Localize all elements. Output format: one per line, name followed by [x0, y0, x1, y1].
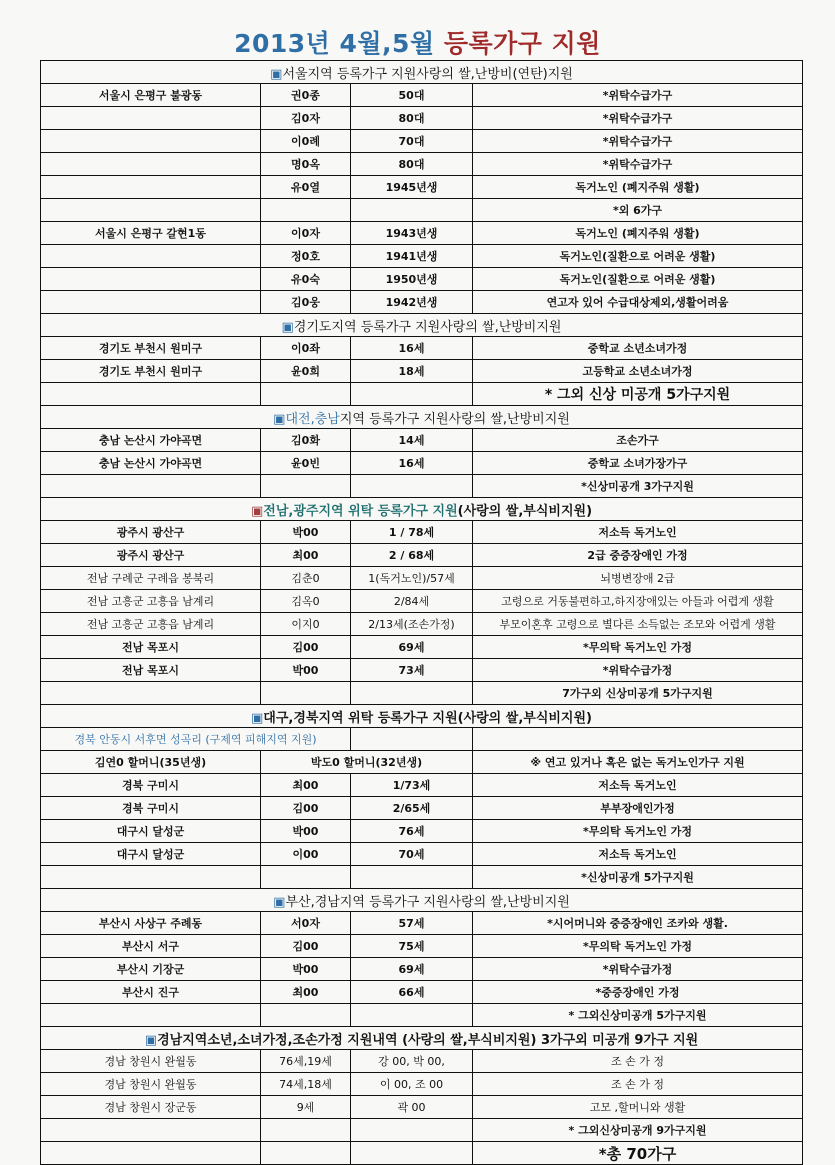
table-cell: 명0옥	[261, 153, 351, 176]
table-cell: ※ 연고 있거나 혹은 없는 독거노인가구 지원	[473, 751, 803, 774]
section-header	[41, 498, 803, 521]
table-cell: 1943년생	[351, 222, 473, 245]
box-bullet-icon: ▣	[144, 1032, 158, 1048]
table-row	[41, 222, 803, 245]
table-cell: 조 손 가 정	[473, 1073, 803, 1096]
table-cell: 고령으로 거동불편하고,하지장애있는 아들과 어렵게 생활	[473, 590, 803, 613]
table-row	[41, 199, 803, 222]
table-cell	[351, 866, 473, 889]
table-cell	[41, 130, 261, 153]
table-cell	[41, 199, 261, 222]
total-row	[41, 1142, 803, 1165]
title-date: 2013년 4월,5월	[234, 29, 444, 58]
table-cell	[261, 682, 351, 705]
table-cell: 부산시 사상구 주례동	[41, 912, 261, 935]
box-bullet-icon: ▣	[270, 66, 283, 82]
table-cell: 1942년생	[351, 291, 473, 314]
table-cell: 1950년생	[351, 268, 473, 291]
table-cell: * 그외신상미공개 5가구지원	[473, 1004, 803, 1027]
table-cell	[351, 728, 473, 751]
section-header-text: 부산,경남지역 등록가구 지원사랑의 쌀,난방비지원	[285, 894, 570, 910]
table-cell	[351, 1142, 473, 1165]
note-row	[41, 866, 803, 889]
table-row	[41, 1073, 803, 1096]
table-cell: 80대	[351, 107, 473, 130]
table-cell: 연고자 있어 수급대상제외,생활어려움	[473, 291, 803, 314]
section-header-text: 경남지역소년,소녀가정,조손가정 지원내역 (사랑의 쌀,부식비지원) 3가구외 미공개 9가구 지원	[157, 1032, 699, 1048]
table-cell: 정0호	[261, 245, 351, 268]
table-row	[41, 291, 803, 314]
table-cell	[41, 176, 261, 199]
table-cell: *시어머니와 중증장애인 조카와 생활.	[473, 912, 803, 935]
table-row	[41, 544, 803, 567]
table-row	[41, 84, 803, 107]
table-cell: 73세	[351, 659, 473, 682]
table-cell: 경남 창원시 완월동	[41, 1050, 261, 1073]
table-row	[41, 958, 803, 981]
table-cell	[41, 268, 261, 291]
table-cell: 이지0	[261, 613, 351, 636]
table-cell: 경기도 부천시 원미구	[41, 337, 261, 360]
section-header-highlight: 대전,충남	[285, 411, 340, 427]
table-cell: 김0웅	[261, 291, 351, 314]
note-row	[41, 383, 803, 406]
box-bullet-icon: ▣	[281, 319, 294, 335]
section-header	[41, 705, 803, 728]
table-cell: 경북 구미시	[41, 774, 261, 797]
section-header	[41, 889, 803, 912]
table-cell: 김0화	[261, 429, 351, 452]
table-row	[41, 360, 803, 383]
table-cell: * 그외신상미공개 9가구지원	[473, 1119, 803, 1142]
section-header-cell	[41, 705, 803, 728]
table-cell: * 그외 신상 미공개 5가구지원	[473, 383, 803, 406]
table-cell: 박00	[261, 820, 351, 843]
table-cell: 전남 목포시	[41, 636, 261, 659]
table-cell	[351, 383, 473, 406]
table-cell: 부산시 진구	[41, 981, 261, 1004]
section-header-highlight: 전남,광주지역 위탁 등록가구 지원	[263, 503, 458, 519]
table-row	[41, 521, 803, 544]
table-cell: 7가구외 신상미공개 5가구지원	[473, 682, 803, 705]
table-cell: 중학교 소녀가장가구	[473, 452, 803, 475]
table-row	[41, 590, 803, 613]
table-cell: 전남 고흥군 고흥읍 남계리	[41, 590, 261, 613]
section-header-text: (사랑의 쌀,부식비지원)	[457, 503, 593, 519]
table-row	[41, 567, 803, 590]
table-cell: 대구시 달성군	[41, 843, 261, 866]
table-cell: 2/84세	[351, 590, 473, 613]
section-header-text: 지역 등록가구 지원사랑의 쌀,난방비지원	[339, 411, 570, 427]
table-cell	[351, 199, 473, 222]
table-row	[41, 429, 803, 452]
section-header	[41, 1027, 803, 1050]
table-cell: 경남 창원시 완월동	[41, 1073, 261, 1096]
table-cell: 권0종	[261, 84, 351, 107]
table-cell: 윤0빈	[261, 452, 351, 475]
table-cell: 조 손 가 정	[473, 1050, 803, 1073]
table-cell: 경남 창원시 장군동	[41, 1096, 261, 1119]
table-cell: 이0례	[261, 130, 351, 153]
table-cell: *중증장애인 가정	[473, 981, 803, 1004]
table-cell: 이0자	[261, 222, 351, 245]
table-cell: 69세	[351, 958, 473, 981]
table-cell: 광주시 광산구	[41, 521, 261, 544]
table-cell	[41, 1142, 261, 1165]
table-cell: 독거노인 (폐지주워 생활)	[473, 222, 803, 245]
table-cell	[41, 1119, 261, 1142]
table-cell	[41, 153, 261, 176]
table-row	[41, 1096, 803, 1119]
page-title	[0, 24, 835, 60]
table-cell	[351, 475, 473, 498]
table-cell: 80대	[351, 153, 473, 176]
table-cell: 부산시 기장군	[41, 958, 261, 981]
table-cell	[351, 1004, 473, 1027]
table-cell: 50대	[351, 84, 473, 107]
table-cell: 고모 ,할머니와 생활	[473, 1096, 803, 1119]
table-cell: 경북 구미시	[41, 797, 261, 820]
table-cell: *총 70가구	[473, 1142, 803, 1165]
table-cell: 유0열	[261, 176, 351, 199]
table-cell	[261, 475, 351, 498]
table-cell: 고등학교 소년소녀가정	[473, 360, 803, 383]
table-cell: 69세	[351, 636, 473, 659]
box-bullet-icon: ▣	[251, 503, 264, 519]
section-header-cell	[41, 406, 803, 429]
table-row	[41, 337, 803, 360]
table-cell: 14세	[351, 429, 473, 452]
table-cell: 김0자	[261, 107, 351, 130]
table-row	[41, 176, 803, 199]
table-cell: 18세	[351, 360, 473, 383]
table-cell: 서0자	[261, 912, 351, 935]
section-header-cell	[41, 61, 803, 84]
section-header-cell	[41, 889, 803, 912]
table-cell: 9세	[261, 1096, 351, 1119]
section-header-cell	[41, 1027, 803, 1050]
table-cell	[41, 866, 261, 889]
table-cell: 1 / 78세	[351, 521, 473, 544]
table-cell: 75세	[351, 935, 473, 958]
note-row	[41, 475, 803, 498]
title-subject: 등록가구 지원	[443, 29, 601, 58]
table-cell: 57세	[351, 912, 473, 935]
table-cell: 66세	[351, 981, 473, 1004]
table-cell: 김춘0	[261, 567, 351, 590]
table-row	[41, 751, 803, 774]
table-row	[41, 268, 803, 291]
table-row	[41, 130, 803, 153]
section-header	[41, 406, 803, 429]
table-cell	[351, 682, 473, 705]
box-bullet-icon: ▣	[251, 710, 264, 726]
table-cell: 2/13세(조손가정)	[351, 613, 473, 636]
table-cell: 곽 00	[351, 1096, 473, 1119]
table-cell: *신상미공개 5가구지원	[473, 866, 803, 889]
table-cell: 2급 중증장애인 가정	[473, 544, 803, 567]
section-header-text: 서울지역 등록가구 지원사랑의 쌀,난방비(연탄)지원	[282, 66, 573, 82]
table-cell: 70세	[351, 843, 473, 866]
box-bullet-icon: ▣	[273, 411, 286, 427]
table-row	[41, 153, 803, 176]
table-cell	[41, 383, 261, 406]
table-cell: 충남 논산시 가야곡면	[41, 452, 261, 475]
table-row	[41, 912, 803, 935]
table-cell: 이0좌	[261, 337, 351, 360]
table-cell: 서울시 은평구 갈현1동	[41, 222, 261, 245]
table-cell: 부산시 서구	[41, 935, 261, 958]
table-cell	[41, 475, 261, 498]
table-row	[41, 820, 803, 843]
table-cell: 박도0 할머니(32년생)	[261, 751, 473, 774]
table-row	[41, 774, 803, 797]
table-cell: 서울시 은평구 불광동	[41, 84, 261, 107]
table-cell: 대구시 달성군	[41, 820, 261, 843]
table-cell: 2/65세	[351, 797, 473, 820]
table-cell: *무의탁 독거노인 가정	[473, 636, 803, 659]
table-cell: 전남 고흥군 고흥읍 남계리	[41, 613, 261, 636]
table-cell: 이00	[261, 843, 351, 866]
table-cell: 박00	[261, 521, 351, 544]
table-cell: 부모이혼후 고령으로 별다른 소득없는 조모와 어렵게 생활	[473, 613, 803, 636]
table-row	[41, 245, 803, 268]
table-cell	[261, 383, 351, 406]
table-cell: 2 / 68세	[351, 544, 473, 567]
table-row	[41, 636, 803, 659]
table-cell: 김00	[261, 935, 351, 958]
table-cell: 박00	[261, 659, 351, 682]
table-cell: 76세	[351, 820, 473, 843]
table-cell: 조손가구	[473, 429, 803, 452]
table-cell: 최00	[261, 774, 351, 797]
table-cell: 독거노인(질환으로 어려운 생활)	[473, 245, 803, 268]
table-cell: 박00	[261, 958, 351, 981]
table-cell	[41, 107, 261, 130]
table-cell	[473, 728, 803, 751]
section-header-cell	[41, 498, 803, 521]
table-row	[41, 659, 803, 682]
table-cell: 김연0 할머니(35년생)	[41, 751, 261, 774]
table-cell: *위탁수급가정	[473, 958, 803, 981]
table-cell: 1(독거노인)/57세	[351, 567, 473, 590]
table-cell: 독거노인 (폐지주워 생활)	[473, 176, 803, 199]
table-cell	[261, 199, 351, 222]
table-row	[41, 107, 803, 130]
table-cell: 독거노인(질환으로 어려운 생활)	[473, 268, 803, 291]
table-cell: *무의탁 독거노인 가정	[473, 820, 803, 843]
table-cell: 뇌병변장애 2급	[473, 567, 803, 590]
table-cell: 광주시 광산구	[41, 544, 261, 567]
table-cell: *위탁수급가구	[473, 153, 803, 176]
table-cell: 윤0희	[261, 360, 351, 383]
section-header-text: 대구,경북지역 위탁 등록가구 지원(사랑의 쌀,부식비지원)	[263, 710, 592, 726]
table-cell: 경북 안동시 서후면 성곡리 (구제역 피해지역 지원)	[41, 728, 351, 751]
table-cell: 중학교 소년소녀가정	[473, 337, 803, 360]
note-row	[41, 682, 803, 705]
table-cell	[41, 1004, 261, 1027]
table-cell	[351, 1119, 473, 1142]
box-bullet-icon: ▣	[273, 894, 286, 910]
sub-header-row	[41, 728, 803, 751]
table-cell: 최00	[261, 544, 351, 567]
table-cell: 강 00, 박 00,	[351, 1050, 473, 1073]
note-row	[41, 1119, 803, 1142]
table-cell: 저소득 독거노인	[473, 521, 803, 544]
table-cell: 이 00, 조 00	[351, 1073, 473, 1096]
table-cell: 부부장애인가정	[473, 797, 803, 820]
table-cell: 전남 구례군 구례읍 봉북리	[41, 567, 261, 590]
table-cell: 70대	[351, 130, 473, 153]
table-row	[41, 452, 803, 475]
table-cell: 16세	[351, 337, 473, 360]
table-cell	[261, 866, 351, 889]
table-cell: *무의탁 독거노인 가정	[473, 935, 803, 958]
table-cell: 충남 논산시 가야곡면	[41, 429, 261, 452]
table-cell: *위탁수급가정	[473, 659, 803, 682]
table-cell: *신상미공개 3가구지원	[473, 475, 803, 498]
table-cell: 전남 목포시	[41, 659, 261, 682]
table-row	[41, 1050, 803, 1073]
table-cell: 유0숙	[261, 268, 351, 291]
note-row	[41, 1004, 803, 1027]
support-table	[40, 60, 803, 1165]
table-row	[41, 981, 803, 1004]
table-row	[41, 613, 803, 636]
table-cell	[41, 682, 261, 705]
section-header	[41, 314, 803, 337]
table-cell: 김00	[261, 797, 351, 820]
section-header	[41, 61, 803, 84]
table-row	[41, 797, 803, 820]
table-cell: 1945년생	[351, 176, 473, 199]
table-cell	[261, 1142, 351, 1165]
table-cell: 저소득 독거노인	[473, 774, 803, 797]
table-cell: 74세,18세	[261, 1073, 351, 1096]
table-row	[41, 935, 803, 958]
table-cell: 김00	[261, 636, 351, 659]
table-cell: 76세,19세	[261, 1050, 351, 1073]
table-cell: *위탁수급가구	[473, 130, 803, 153]
table-cell: 1/73세	[351, 774, 473, 797]
table-cell: *위탁수급가구	[473, 84, 803, 107]
section-header-cell	[41, 314, 803, 337]
table-cell: 김옥0	[261, 590, 351, 613]
table-cell: 1941년생	[351, 245, 473, 268]
table-cell: 저소득 독거노인	[473, 843, 803, 866]
table-cell: *위탁수급가구	[473, 107, 803, 130]
table-cell	[261, 1119, 351, 1142]
table-cell	[261, 1004, 351, 1027]
table-cell: 최00	[261, 981, 351, 1004]
table-cell: *외 6가구	[473, 199, 803, 222]
table-cell	[41, 291, 261, 314]
section-header-text: 경기도지역 등록가구 지원사랑의 쌀,난방비지원	[293, 319, 562, 335]
table-cell: 16세	[351, 452, 473, 475]
table-cell: 경기도 부천시 원미구	[41, 360, 261, 383]
table-cell	[41, 245, 261, 268]
table-row	[41, 843, 803, 866]
